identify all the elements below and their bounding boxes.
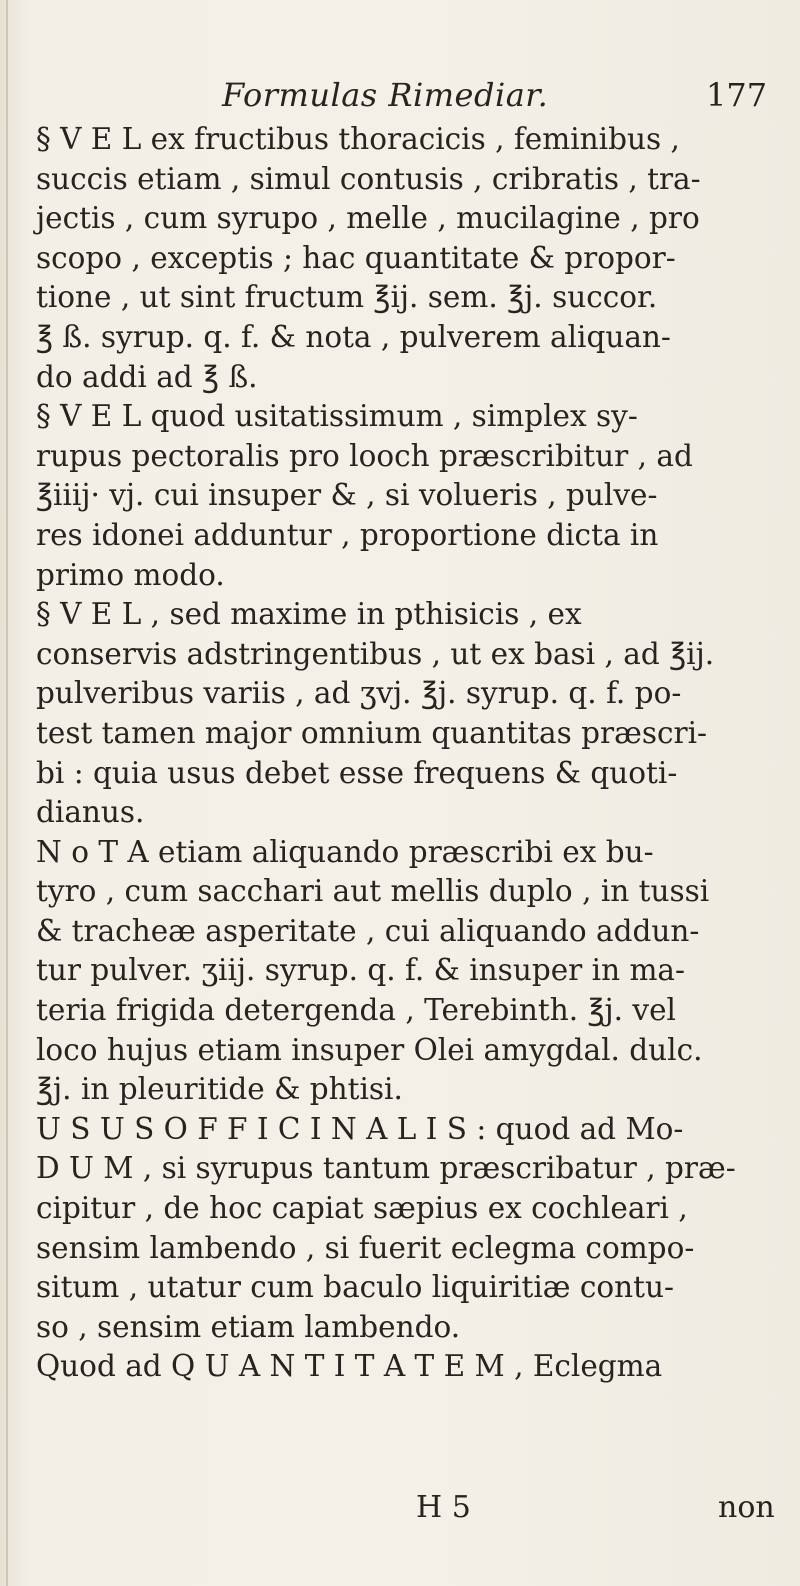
page-number: 177 (706, 76, 768, 114)
running-head: Formulas Rimediar. (222, 76, 549, 114)
page-footer (0, 1488, 800, 1538)
text-line: § V E L , sed maxime in pthisicis , ex (36, 597, 582, 632)
text-line: bi : quia usus debet esse frequens & quoti- (36, 755, 678, 790)
text-line: U S U S O F F I C I N A L I S : quod ad Mo- (36, 1111, 684, 1146)
text-line: situm , utatur cum baculo liquiritiæ contu- (36, 1270, 674, 1305)
text-line: § V E L ex fructibus thoracicis , feminibus , (36, 122, 680, 156)
text-line: sensim lambendo , si fuerit eclegma compo- (36, 1230, 695, 1265)
text-line: rupus pectoralis pro looch præscribitur , ad (36, 438, 693, 473)
text-line: ℥j. in pleuritide & phtisi. (36, 1072, 403, 1107)
text-line: loco hujus etiam insuper Olei amygdal. dulc. (36, 1032, 703, 1067)
text-line: teria frigida detergenda , Terebinth. ℥j. vel (36, 993, 676, 1028)
text-line: N o T A etiam aliquando præscribi ex bu- (36, 834, 654, 869)
text-line: cipitur , de hoc capiat sæpius ex cochleari , (36, 1191, 688, 1226)
text-line: test tamen major omnium quantitas præscri- (36, 715, 707, 750)
text-line: succis etiam , simul contusis , cribratis , tra- (36, 161, 701, 196)
text-line: tyro , cum sacchari aut mellis duplo , in tussi (36, 874, 710, 909)
text-line: & tracheæ asperitate , cui aliquando addun- (36, 913, 700, 948)
text-line: do addi ad ℥ ß. (36, 359, 258, 394)
text-line: ℥ ß. syrup. q. f. & nota , pulverem aliquan- (36, 319, 671, 354)
text-line: § V E L quod usitatissimum , simplex sy- (36, 399, 638, 434)
text-line: dianus. (36, 795, 145, 830)
text-line: res idonei adduntur , proportione dicta in (36, 517, 659, 552)
text-line: tur pulver. ʒiij. syrup. q. f. & insuper in ma- (36, 953, 685, 988)
page-header (0, 68, 800, 118)
text-line: scopo , exceptis ; hac quantitate & propor- (36, 240, 676, 275)
text-line: pulveribus variis , ad ʒvj. ℥j. syrup. q. f. po- (36, 676, 682, 711)
text-line: primo modo. (36, 557, 225, 592)
catchword: non (718, 1490, 775, 1525)
text-line: conservis adstringentibus , ut ex basi , ad ℥ij. (36, 636, 715, 671)
text-line: D U M , si syrupus tantum præscribatur , præ- (36, 1151, 736, 1186)
body-text (36, 120, 776, 1387)
text-line: jectis , cum syrupo , melle , mucilagine , pro (36, 201, 700, 236)
text-line: Quod ad Q U A N T I T A T E M , Eclegma (36, 1349, 663, 1384)
page-gutter (6, 0, 8, 1586)
text-line: tione , ut sint fructum ℥ij. sem. ℥j. succor. (36, 280, 658, 315)
text-line: ℥iiij· vj. cui insuper & , si volueris , pulve- (36, 478, 658, 513)
signature-mark: H 5 (416, 1490, 471, 1525)
text-line: so , sensim etiam lambendo. (36, 1309, 461, 1344)
